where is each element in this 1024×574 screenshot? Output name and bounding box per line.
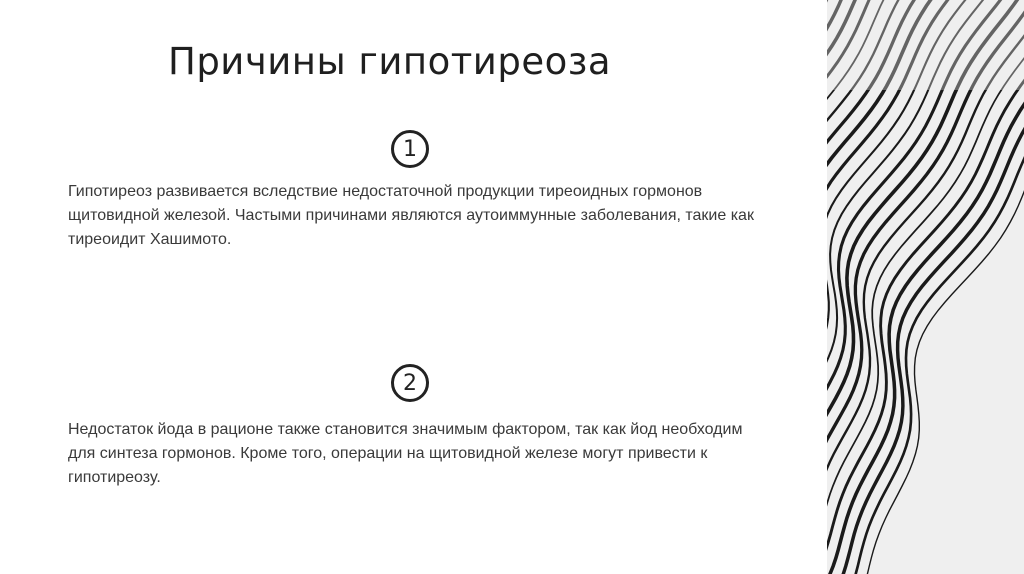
number-one-badge: 1 (391, 130, 429, 168)
wavy-lines-decoration (827, 0, 1024, 574)
slide-title: Причины гипотиреоза (168, 40, 612, 83)
cause-paragraph-2: Недостаток йода в рационе также становится значимым фактором, так как йод необходим для синтеза гормонов. Кроме того, операции на щитовидной железе могут привести к гипотиреозу. (68, 421, 743, 486)
fade-overlay (827, 0, 1024, 90)
cause-paragraph-1: Гипотиреоз развивается вследствие недостаточной продукции тиреоидных гормонов щитовидной железой. Частыми причинами являются аутоиммунные заболевания, такие как тиреоидит Хашимото. (68, 183, 754, 248)
number-two-badge: 2 (391, 364, 429, 402)
wavy-lines-icon (827, 0, 1024, 574)
